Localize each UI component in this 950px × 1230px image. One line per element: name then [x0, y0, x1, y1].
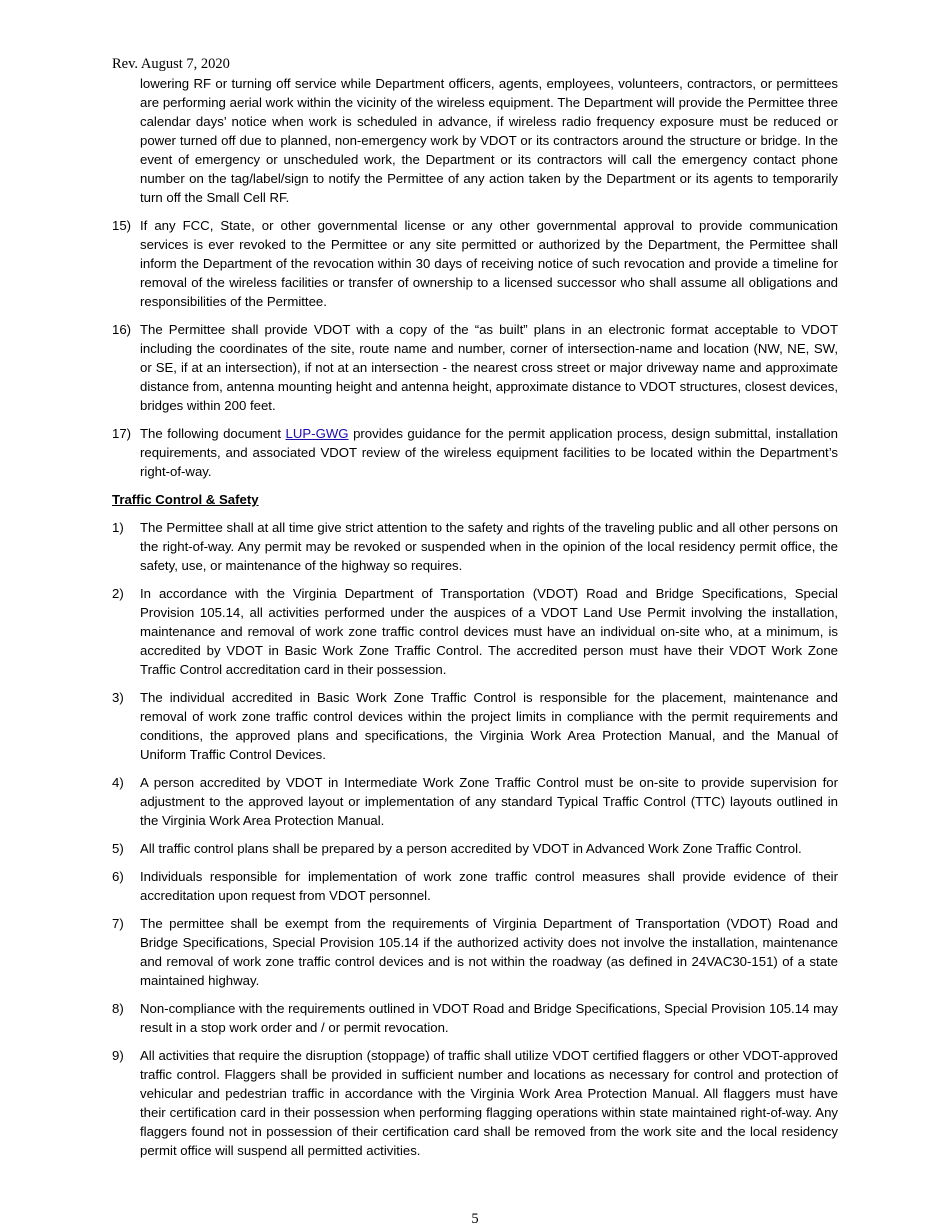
traffic-item-5 [112, 839, 838, 858]
revision-date: Rev. August 7, 2020 [112, 56, 230, 72]
traffic-item-2 [112, 584, 838, 679]
item-text-after: provides guidance for the permit application process, design submittal, installation requirements, and associated VDOT review of the wireless equipment facilities to be located within the Department’s right-of-way. [140, 426, 839, 479]
item-number: 9) [112, 1048, 124, 1063]
traffic-item-1 [112, 518, 838, 575]
item-number: 6) [112, 869, 124, 884]
document-body [112, 74, 838, 1169]
item-text: All activities that require the disruption (stoppage) of traffic shall utilize VDOT certified flaggers or other VDOT-approved traffic control. Flaggers shall be provided in sufficient number and locations as necessary for control and protection of vehicular and pedestrian traffic in accordance with the Virginia Work Area Protection Manual. All flaggers must have their certification card in their possession when performing flagging operations within state maintained right-of-way. Any flaggers found not in possession of their certification card shall be removed from the work site and the local residency permit office will suspend all permitted activities. [140, 1048, 838, 1158]
item-text: The Permittee shall provide VDOT with a copy of the “as built” plans in an electronic format acceptable to VDOT including the coordinates of the site, route name and number, corner of intersection-name and location (NW, NE, SW, or SE, if at an intersection), if not at an intersection - the nearest cross street or major driveway name and approximate distance from, antenna mounting height and antenna height, approximate distance to VDOT structures, closest devices, bridges within 200 feet. [140, 322, 838, 413]
item-text: A person accredited by VDOT in Intermediate Work Zone Traffic Control must be on-site to provide supervision for adjustment to the approved layout or implementation of any standard Typical Traffic Control (TTC) layouts outlined in the Virginia Work Area Protection Manual. [140, 775, 838, 828]
list-item-15 [112, 216, 838, 311]
item-text: The Permittee shall at all time give strict attention to the safety and rights of the traveling public and all other persons on the right-of-way. Any permit may be revoked or suspended when in the opinion of the local residency permit office, the safety, use, or maintenance of the highway so requires. [140, 520, 838, 573]
item-text: All traffic control plans shall be prepared by a person accredited by VDOT in Advanced Work Zone Traffic Control. [140, 841, 802, 856]
traffic-item-7 [112, 914, 838, 990]
lup-gwg-link[interactable]: LUP-GWG [285, 426, 349, 441]
list-item-17 [112, 424, 838, 481]
item-number: 1) [112, 520, 124, 535]
list-item-16 [112, 320, 838, 415]
traffic-item-9 [112, 1046, 838, 1160]
page-number: 5 [471, 1211, 479, 1227]
item-text: Individuals responsible for implementation of work zone traffic control measures shall provide evidence of their accreditation upon request from VDOT personnel. [140, 869, 838, 903]
item-text [140, 424, 838, 481]
item-text: If any FCC, State, or other governmental license or any other governmental approval to provide communication services is ever revoked to the Permittee or any site permitted or authorized by the Department, the Permittee shall inform the Department of the revocation within 30 days of receiving notice of such revocation and provide a timeline for removal of the wireless facilities or transfer of ownership to a licensed successor who shall assume all obligations and responsibilities of the Permittee. [140, 218, 838, 309]
item-number: 3) [112, 690, 124, 705]
item-text: Non-compliance with the requirements outlined in VDOT Road and Bridge Specifications, Special Provision 105.14 may result in a stop work order and / or permit revocation. [140, 1001, 838, 1035]
traffic-item-3 [112, 688, 838, 764]
item-number: 2) [112, 586, 124, 601]
item-number: 15) [112, 218, 132, 233]
traffic-item-6 [112, 867, 838, 905]
continued-paragraph: lowering RF or turning off service while Department officers, agents, employees, volunteers, contractors, or permittees are performing aerial work within the vicinity of the wireless equipment. The Department will provide the Permittee three calendar days’ notice when work is scheduled in advance, if wireless radio frequency exposure must be reduced or power turned off due to planned, non-emergency work by VDOT or its contractors around the structure or bridge. In the event of emergency or unscheduled work, the Department or its contractors will call the emergency contact phone number on the tag/label/sign to notify the Permittee of any action taken by the Department or its agents to temporarily turn off the Small Cell RF. [140, 76, 838, 205]
item-number: 16) [112, 322, 132, 337]
item-number: 8) [112, 1001, 124, 1016]
section-heading-traffic-control: Traffic Control & Safety [112, 492, 259, 507]
item-text: The individual accredited in Basic Work Zone Traffic Control is responsible for the placement, maintenance and removal of work zone traffic control devices within the project limits in compliance with the permit requirements and conditions, the approved plans and specifications, the Virginia Work Area Protection Manual, and the Manual of Uniform Traffic Control Devices. [140, 690, 838, 762]
traffic-item-8 [112, 999, 838, 1037]
item-number: 7) [112, 916, 124, 931]
item-number: 5) [112, 841, 124, 856]
item-number: 4) [112, 775, 124, 790]
traffic-item-4 [112, 773, 838, 830]
item-number: 17) [112, 426, 132, 441]
item-text: The permittee shall be exempt from the requirements of Virginia Department of Transportation (VDOT) Road and Bridge Specifications, Special Provision 105.14 if the authorized activity does not involve the installation, maintenance and removal of work zone traffic control devices and is not within the roadway (as defined in 24VAC30-151) of a state maintained highway. [140, 916, 838, 988]
item-text: In accordance with the Virginia Department of Transportation (VDOT) Road and Bridge Specifications, Special Provision 105.14, all activities performed under the auspices of a VDOT Land Use Permit involving the installation, maintenance and removal of work zone traffic control devices must have an individual on-site who, at a minimum, is accredited by VDOT in Basic Work Zone Traffic Control. The accredited person must have their VDOT Work Zone Traffic Control accreditation card in their possession. [140, 586, 838, 677]
item-text-before: The following document [140, 426, 286, 441]
